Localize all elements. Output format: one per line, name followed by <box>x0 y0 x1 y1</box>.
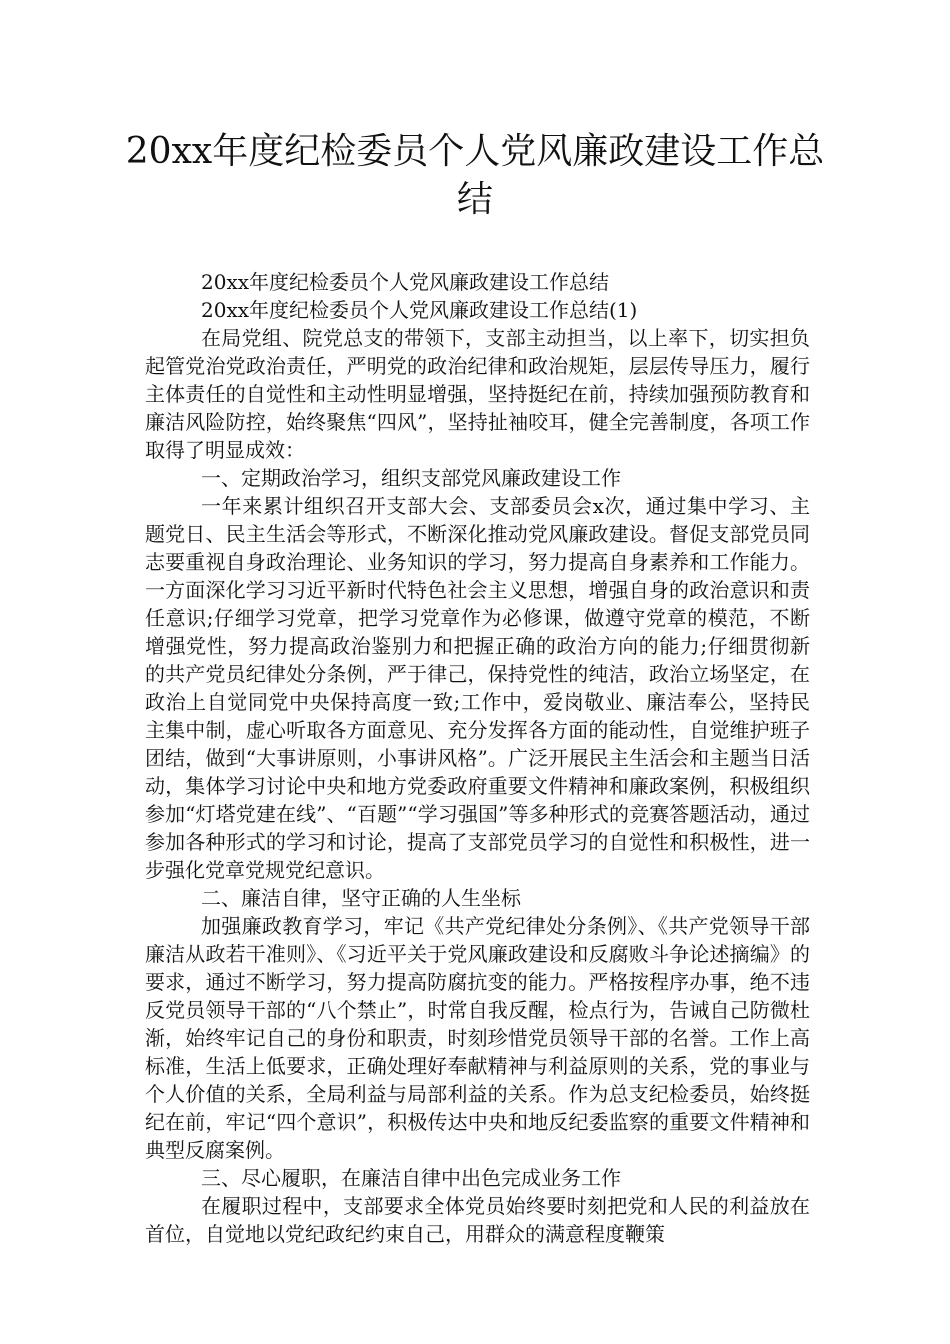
paragraph-section-1: 一年来累计组织召开支部大会、支部委员会x次，通过集中学习、主题党日、民主生活会等形式，不断深化推动党风廉政建设。督促支部党员同志要重视自身政治理论、业务知识的学习，努力提高自身素养和工作能力。一方面深化学习习近平新时代特色社会主义思想，增强自身的政治意识和责任意识;仔细学习党章，把学习党章作为必修课，做遵守党章的模范，不断增强党性，努力提高政治鉴别力和把握正确的政治方向的能力;仔细贯彻新的共产党员纪律处分条例，严于律己，保持党性的纯洁，政治立场坚定，在政治上自觉同党中央保持高度一致;工作中，爱岗敬业、廉洁奉公，坚持民主集中制，虚心听取各方面意见、充分发挥各方面的能动性，自觉维护班子团结，做到“大事讲原则，小事讲风格”。广泛开展民主生活会和主题当日活动，集体学习讨论中央和地方党委政府重要文件精神和廉政案例，积极组织参加“灯塔党建在线”、“百题”“学习强国”等多种形式的竞赛答题活动，通过参加各种形式的学习和讨论，提高了支部党员学习的自觉性和积极性，进一步强化党章党规党纪意识。 <box>145 494 810 882</box>
document-body <box>145 268 810 1248</box>
paragraph-section-2: 加强廉政教育学习，牢记《共产党纪律处分条例》、《共产党领导干部廉洁从政若干准则》、《习近平关于党风廉政建设和反腐败斗争论述摘编》的要求，通过不断学习，努力提高防腐抗变的能力。严格按程序办事，绝不违反党员领导干部的“八个禁止”，时常自我反醒，检点行为，告诫自己防微杜渐，始终牢记自己的身份和职责，时刻珍惜党员领导干部的名誉。工作上高标准，生活上低要求，正确处理好奉献精神与利益原则的关系，党的事业与个人价值的关系，全局利益与局部利益的关系。作为总支纪检委员，始终挺纪在前，牢记“四个意识”，积极传达中央和地反纪委监察的重要文件精神和典型反腐案例。 <box>145 914 810 1162</box>
section-heading-3: 三、尽心履职，在廉洁自律中出色完成业务工作 <box>201 1166 621 1190</box>
paragraph-subtitle: 20xx年度纪检委员个人党风廉政建设工作总结 <box>201 270 610 294</box>
section-heading-2: 二、廉洁自律，坚守正确的人生坐标 <box>201 886 521 910</box>
document-title: 20xx年度纪检委员个人党风廉政建设工作总结 <box>125 131 825 220</box>
paragraph-intro: 在局党组、院党总支的带领下，支部主动担当，以上率下，切实担负起管党治党政治责任，严明党的政治纪律和政治规矩，层层传导压力，履行主体责任的自觉性和主动性明显增强，坚持挺纪在前，持续加强预防教育和廉洁风险防控，始终聚焦“四风”，坚持扯袖咬耳，健全完善制度，各项工作取得了明显成效： <box>145 326 810 462</box>
section-heading-1: 一、定期政治学习，组织支部党风廉政建设工作 <box>201 466 621 490</box>
paragraph-section-3: 在履职过程中，支部要求全体党员始终要时刻把党和人民的利益放在首位，自觉地以党纪政纪约束自己，用群众的满意程度鞭策 <box>145 1194 810 1246</box>
paragraph-subtitle-numbered: 20xx年度纪检委员个人党风廉政建设工作总结(1) <box>201 298 638 322</box>
